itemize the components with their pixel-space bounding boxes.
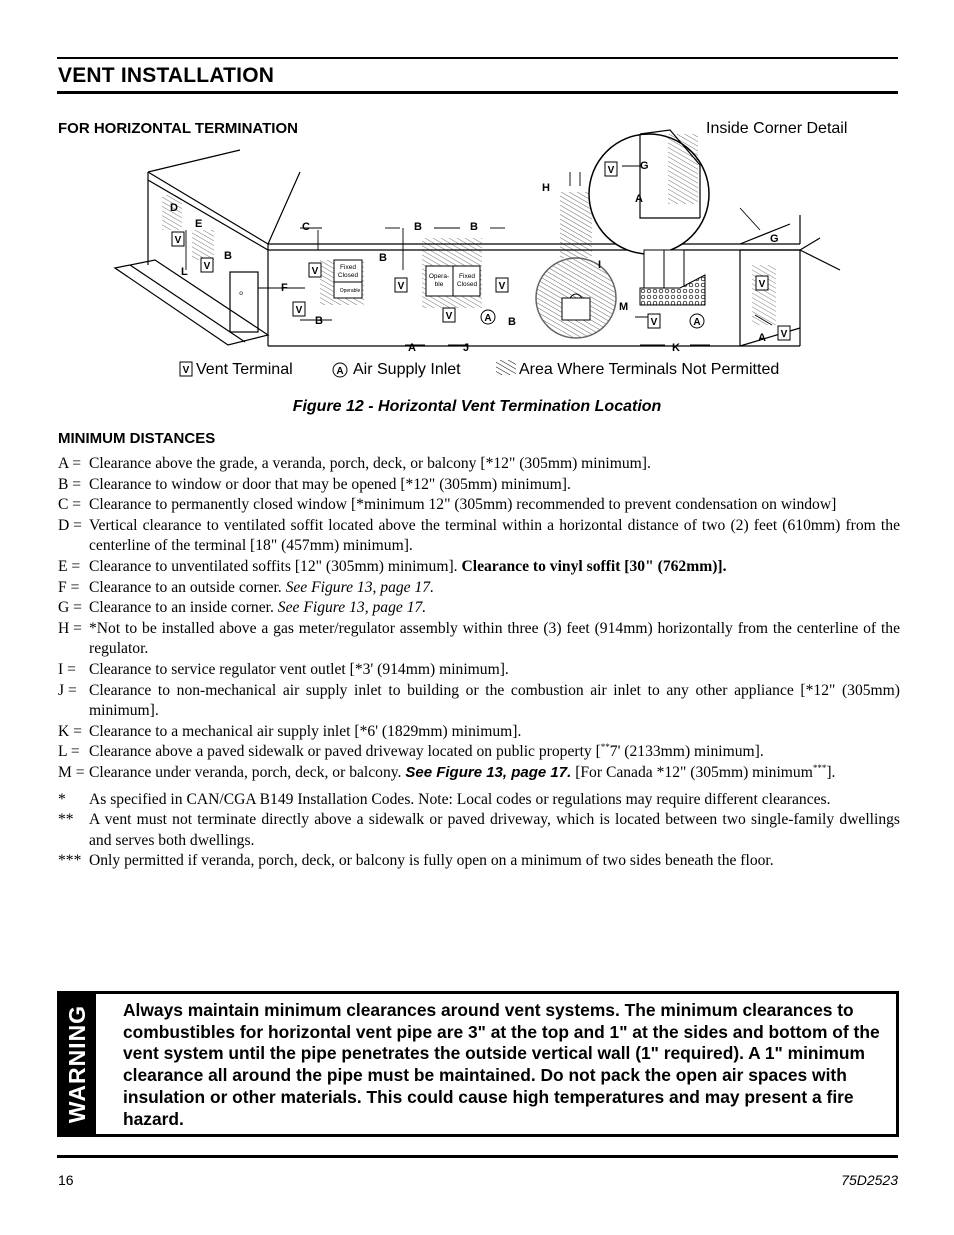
svg-text:V: V (445, 311, 453, 322)
definition-l: L = Clearance above a paved sidewalk or paved driveway located on public property [**7' (2133mm) minimum]. (58, 742, 764, 761)
vent-badge (778, 326, 790, 340)
legend-not-permitted: Area Where Terminals Not Permitted (519, 361, 780, 378)
definition-a: A = Clearance above the grade, a veranda, porch, deck, or balcony [*12" (305mm) minimum]. (58, 455, 651, 472)
svg-text:V: V (650, 317, 658, 328)
svg-text:V: V (295, 305, 303, 316)
definition-list (58, 454, 900, 872)
definition-g: G = Clearance to an inside corner. See Figure 13, page 17. (58, 599, 427, 617)
label-a-right: A (758, 332, 766, 344)
figure-heading: FOR HORIZONTAL TERMINATION (58, 120, 298, 137)
label-h: H (542, 182, 550, 194)
label-b-top2: B (470, 221, 478, 233)
page-number: 16 (58, 1172, 74, 1188)
legend-vent-terminal: Vent Terminal (196, 361, 293, 378)
fixed-closed-3: Fixed (459, 273, 475, 280)
label-c: C (302, 221, 310, 233)
fixed-closed-4: Closed (456, 281, 478, 288)
label-g-inset: G (640, 160, 649, 172)
label-l: L (181, 266, 188, 278)
label-m: M (619, 301, 629, 313)
page-title: VENT INSTALLATION (58, 64, 275, 87)
svg-text:V: V (780, 329, 788, 340)
vent-termination-diagram (100, 120, 920, 390)
label-b-mid: B (379, 252, 387, 264)
vent-badge (293, 302, 305, 316)
top-rule (57, 57, 898, 59)
label-e: E (195, 218, 203, 230)
legend-vent-badge: V (182, 365, 190, 376)
label-a-ground: A (408, 342, 416, 354)
inset-label: Inside Corner Detail (706, 120, 848, 137)
warning-sidebar (60, 994, 96, 1134)
label-f: F (281, 282, 288, 294)
operable-small: Operable (339, 288, 361, 294)
label-i: I (598, 259, 602, 271)
definition-j: J = Clearance to non-mechanical air supply inlet to building or the combustion air inlet to any other appliance [*12" (305mm) minimum]. (58, 681, 900, 720)
definition-h: H = *Not to be installed above a gas meter/regulator assembly within three (3) feet (914mm) horizontally from the centerline of the regulator. (58, 619, 900, 658)
svg-text:A: A (693, 317, 701, 328)
vent-badge (172, 232, 184, 246)
definition-k: K = Clearance to a mechanical air supply inlet [*6' (1829mm) minimum]. (58, 722, 522, 740)
air-supply-badge (690, 314, 704, 328)
vent-badge (201, 258, 213, 272)
note-2: ** A vent must not terminate directly above a sidewalk or paved driveway, which is located between two single-family dwellings and serves both dwellings. (58, 811, 900, 849)
vent-badge (756, 276, 768, 290)
warning-box (57, 991, 899, 1137)
note-3: *** Only permitted if veranda, porch, deck, or balcony is fully open on a minimum of two sides beneath the floor. (58, 852, 774, 870)
door-knob: o (239, 290, 243, 297)
svg-text:V: V (498, 281, 506, 292)
svg-text:A: A (484, 313, 492, 324)
warning-text: Always maintain minimum clearances around vent systems. The minimum clearances to combustibles for horizontal vent pipe are 3" at the top and 1" at the sides and bottom of the vent system until the pipe penetrates the outside vertical wall (1" required). A 1" minimum clearance all around the pipe must be maintained. Do not pack the open air spaces with insulation or other materials. This could cause high temperatures and may present a fire hazard. (123, 1000, 880, 1129)
air-supply-badge (481, 310, 495, 324)
label-a-inset: A (635, 193, 643, 205)
legend-air-supply: Air Supply Inlet (353, 361, 461, 378)
label-k: K (672, 342, 680, 354)
operable-2: ble (434, 281, 444, 288)
svg-text:V: V (758, 279, 766, 290)
figure-caption: Figure 12 - Horizontal Vent Termination Location (292, 398, 662, 415)
definition-m: M = Clearance under veranda, porch, deck, or balcony. See Figure 13, page 17. [For Canada *12" (305mm) minimum***]. (58, 762, 836, 781)
svg-text:V: V (311, 266, 319, 277)
label-b-left: B (224, 250, 232, 262)
svg-text:V: V (203, 261, 211, 272)
definition-e: E = Clearance to unventilated soffits [12" (305mm) minimum]. Clearance to vinyl soffit [30" (762mm)]. (58, 557, 727, 575)
vent-badge (395, 278, 407, 292)
label-b-low: B (315, 315, 323, 327)
definition-f: F = Clearance to an outside corner. See Figure 13, page 17. (58, 578, 434, 596)
label-g-corner: G (770, 233, 779, 245)
vent-badge (605, 162, 617, 176)
vent-badge (496, 278, 508, 292)
figure-legend (180, 360, 779, 378)
minimum-distances-heading: MINIMUM DISTANCES (58, 430, 216, 447)
label-b-right: B (508, 316, 516, 328)
vent-badge (309, 263, 321, 277)
definition-i: I = Clearance to service regulator vent outlet [*3' (914mm) minimum]. (58, 660, 509, 678)
definition-b: B = Clearance to window or door that may be opened [*12" (305mm) minimum]. (58, 475, 571, 493)
svg-text:V: V (397, 281, 405, 292)
document-number: 75D2523 (841, 1172, 898, 1188)
note-1: * As specified in CAN/CGA B149 Installation Codes. Note: Local codes or regulations may require different clearances. (58, 790, 831, 808)
label-b-top1: B (414, 221, 422, 233)
definition-d: D = Vertical clearance to ventilated soffit located above the terminal within a horizontal distance of two (2) feet (610mm) from the centerline of the terminal [18" (457mm) minimum]. (58, 516, 900, 555)
footer-rule (57, 1155, 898, 1158)
operable-1: Opera- (428, 273, 450, 280)
warning-label: WARNING (64, 1004, 90, 1124)
svg-text:V: V (174, 235, 182, 246)
fixed-closed-2: Closed (337, 272, 359, 279)
vent-badge (443, 308, 455, 322)
label-j: J (463, 342, 470, 354)
definition-c: C = Clearance to permanently closed window [*minimum 12" (305mm) recommended to prevent condensation on window] (58, 496, 837, 514)
vent-badge (648, 314, 660, 328)
legend-air-badge: A (336, 366, 344, 377)
fixed-closed-1: Fixed (340, 264, 356, 271)
title-underline (57, 91, 898, 94)
label-d: D (170, 202, 178, 214)
svg-text:V: V (607, 165, 615, 176)
